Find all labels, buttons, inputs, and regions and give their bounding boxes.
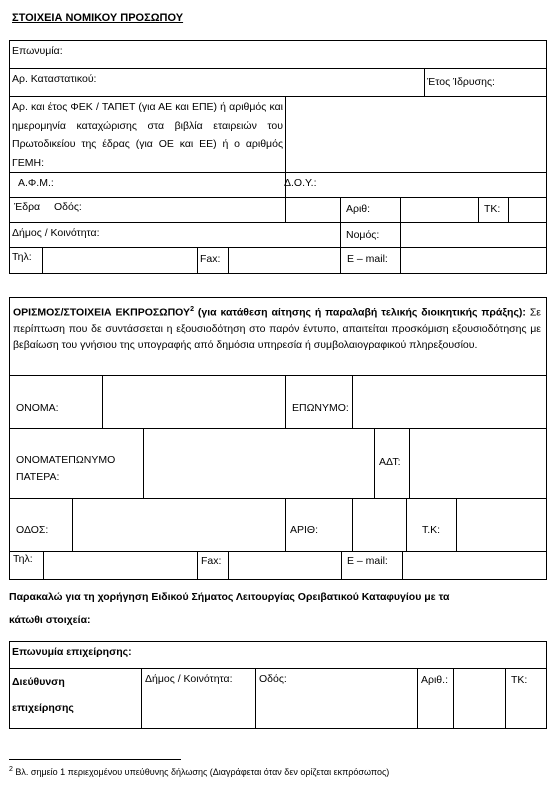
fax-label: Fax: <box>200 253 221 265</box>
doy-label: Δ.Ο.Υ.: <box>284 177 317 189</box>
rep-number-label: ΑΡΙΘ: <box>290 524 319 536</box>
seat-street-field[interactable] <box>90 198 283 221</box>
municipality-field[interactable] <box>110 223 339 246</box>
email-label: Ε – mail: <box>347 253 388 265</box>
prefecture-field[interactable] <box>401 223 545 246</box>
prefecture-label: Νομός: <box>346 229 380 241</box>
doy-field[interactable] <box>322 173 545 196</box>
municipality-label: Δήμος / Κοινότητα: <box>12 227 100 239</box>
rep-street-label: ΟΔΟΣ: <box>16 524 49 536</box>
business-postcode-label: ΤΚ: <box>511 674 528 686</box>
rep-first-name-label: ΟΝΟΜΑ: <box>16 402 59 414</box>
representative-heading: ΟΡΙΣΜΟΣ/ΣΤΟΙΧΕΙΑ ΕΚΠΡΟΣΩΠΟΥ <box>13 306 191 319</box>
seat-postcode-field[interactable] <box>509 198 545 221</box>
afm-label: Α.Φ.Μ.: <box>18 177 54 189</box>
representative-heading-rest: (για κατάθεση αίτησης ή παραλαβή τελικής διοικητικής πράξης): <box>193 306 526 319</box>
rep-father-name-label-2: ΠΑΤΕΡΑ: <box>16 471 60 483</box>
statute-number-field[interactable] <box>110 69 422 95</box>
rep-number-field[interactable] <box>353 499 405 550</box>
business-address-label-1: Διεύθυνση <box>12 676 65 688</box>
statute-number-label: Αρ. Καταστατικού: <box>12 73 97 85</box>
rep-fax-field[interactable] <box>229 552 340 579</box>
phone-field[interactable] <box>43 248 196 273</box>
rep-father-name-label-1: ΟΝΟΜΑΤΕΠΩΝΥΜΟ <box>16 454 116 466</box>
business-number-field[interactable] <box>454 669 504 728</box>
business-street-label: Οδός: <box>259 673 287 685</box>
rep-street-field[interactable] <box>73 499 284 550</box>
fek-registration-label: Αρ. και έτος ΦΕΚ / ΤΑΠΕΤ (για ΑΕ και ΕΠΕ) ή αριθμός και ημερομηνία καταχώρισης στα βιβλία εταιρειών του Πρωτοδικείου της έδρας (για ΟΕ και ΕΕ) ή ο αριθμός ΓΕΜΗ: <box>12 101 283 169</box>
business-municipality-field[interactable] <box>142 686 254 728</box>
footnote <box>9 766 389 778</box>
seat-number-field[interactable] <box>401 198 477 221</box>
company-name-field[interactable] <box>80 41 545 67</box>
fek-registration-field[interactable] <box>287 97 545 171</box>
rep-father-name-field[interactable] <box>144 429 373 497</box>
legal-entity-heading: ΣΤΟΙΧΕΙΑ ΝΟΜΙΚΟΥ ΠΡΟΣΩΠΟΥ <box>12 12 184 24</box>
representative-note: Σε περίπτωση που δε συντάσσεται η εξουσιοδότηση στο παρόν έντυπο, απαιτείται προσκόμιση εξουσιοδότησης με βεβαίωση του γνήσιου της υπογραφής από δημόσια υπηρεσία ή συμβολαιογραφικού πληρεξουσίου. <box>13 306 541 351</box>
rep-surname-label: ΕΠΩΝΥΜΟ: <box>292 402 349 414</box>
company-name-label: Επωνυμία: <box>12 45 63 57</box>
seat-label: Έδρα <box>14 201 41 213</box>
rep-postcode-field[interactable] <box>457 499 545 550</box>
seat-street-label: Οδός: <box>54 201 82 213</box>
rep-email-field[interactable] <box>403 552 545 579</box>
rep-first-name-field[interactable] <box>103 376 284 427</box>
footnote-separator <box>9 759 181 760</box>
phone-label: Τηλ: <box>12 251 32 263</box>
rep-phone-label: Τηλ: <box>13 553 33 565</box>
rep-surname-field[interactable] <box>353 376 545 427</box>
footnote-ref: 2 <box>190 306 194 313</box>
rep-phone-field[interactable] <box>44 552 196 579</box>
rep-id-field[interactable] <box>410 429 545 497</box>
founding-year-field[interactable] <box>497 69 545 95</box>
request-line-2: κάτωθι στοιχεία: <box>9 614 91 626</box>
business-name-field[interactable] <box>140 642 545 667</box>
footnote-text: Βλ. σημείο 1 περιεχομένου υπεύθυνης δήλωσης (Διαγράφεται όταν δεν ορίζεται εκπρόσωπος) <box>12 767 390 777</box>
business-name-label: Επωνυμία επιχείρησης: <box>12 646 132 658</box>
request-line-1: Παρακαλώ για τη χορήγηση Ειδικού Σήματος Λειτουργίας Ορειβατικού Καταφυγίου με τα <box>9 591 450 603</box>
rep-fax-label: Fax: <box>201 555 222 567</box>
founding-year-label: Έτος Ίδρυσης: <box>427 76 495 88</box>
rep-postcode-label: Τ.Κ: <box>422 524 441 536</box>
business-number-label: Αριθ.: <box>421 674 448 686</box>
business-address-label-2: επιχείρησης <box>12 702 74 714</box>
email-field[interactable] <box>401 248 545 273</box>
rep-email-label: Ε – mail: <box>347 555 388 567</box>
representative-intro <box>13 302 541 353</box>
rep-id-label: ΑΔΤ: <box>379 456 401 468</box>
fax-field[interactable] <box>229 248 339 273</box>
business-postcode-field[interactable] <box>506 686 545 728</box>
business-street-field[interactable] <box>256 686 416 728</box>
seat-postcode-label: ΤΚ: <box>484 203 501 215</box>
footnote-marker: 2 <box>9 766 13 773</box>
seat-number-label: Αριθ: <box>346 203 371 215</box>
afm-field[interactable] <box>60 173 283 196</box>
business-municipality-label: Δήμος / Κοινότητα: <box>145 673 233 685</box>
seat-extra-field[interactable] <box>286 198 339 221</box>
